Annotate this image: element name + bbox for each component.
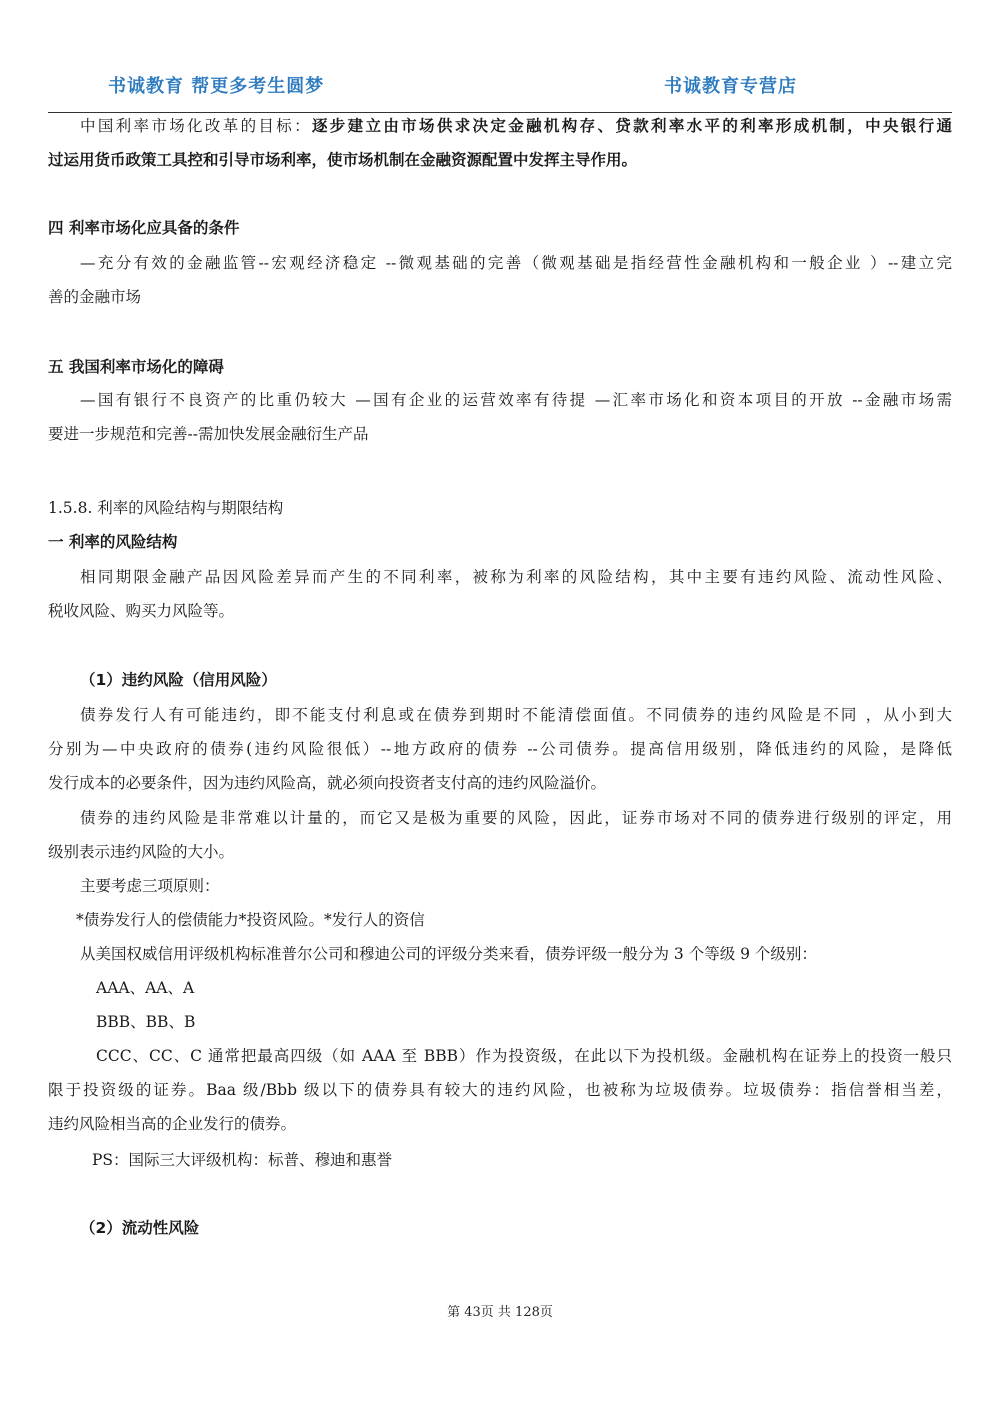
default-risk-p1-line-1: 债券发行人有可能违约，即不能支付利息或在债券到期时不能清偿面值。不同债券的违约风险是不同 ，从小到大 [80, 706, 952, 724]
liquidity-risk-title: （2）流动性风险 [80, 1219, 200, 1237]
risk-structure-line-1: 相同期限金融产品因风险差异而产生的不同利率，被称为利率的风险结构，其中主要有违约风险、流动性风险、 [80, 568, 952, 586]
rating-grade-c-line-1: CCC、CC、C 通常把最高四级（如 AAA 至 BBB）作为投资级，在此以下为投机级。金融机构在证券上的投资一般只 [96, 1047, 952, 1065]
section-4-line-2: 善的金融市场 [48, 288, 142, 306]
principles-list: *债券发行人的偿债能力*投资风险。*发行人的资信 [76, 911, 425, 929]
default-risk-title: （1）违约风险（信用风险） [80, 671, 277, 689]
risk-structure-line-2: 税收风险、购买力风险等。 [48, 602, 235, 620]
section-5-title: 五 我国利率市场化的障碍 [48, 358, 224, 376]
three-principles: 主要考虑三项原则： [80, 877, 220, 895]
default-risk-p1-line-3: 发行成本的必要条件，因为违约风险高，就必须向投资者支付高的违约风险溢价。 [48, 774, 607, 792]
header-right-store: 书诚教育专营店 [664, 76, 797, 97]
rating-grade-c-line-3: 违约风险相当高的企业发行的债券。 [48, 1115, 297, 1133]
goal-emphasis: 逐步建立由市场供求决定金融机构存、贷款利率水平的利率形成机制，中央银行通 [311, 116, 952, 135]
section-5-line-2: 要进一步规范和完善--需加快发展金融衍生产品 [48, 425, 369, 443]
section-4-title: 四 利率市场化应具备的条件 [48, 219, 240, 237]
risk-structure-title: 一 利率的风险结构 [48, 533, 178, 551]
goal-line-1 [48, 114, 952, 138]
goal-label: 中国利率市场化改革的目标： [80, 117, 312, 135]
header-rule [48, 112, 952, 113]
rating-intro: 从美国权威信用评级机构标准普尔公司和穆迪公司的评级分类来看，债券评级一般分为 3 个等级 9 个级别： [80, 945, 817, 963]
default-risk-p1-line-2: 分别为—中央政府的债券(违约风险很低）--地方政府的债券 --公司债券。提高信用级别，降低违约的风险，是降低 [48, 740, 952, 758]
default-risk-p2-line-2: 级别表示违约风险的大小。 [48, 843, 235, 861]
default-risk-p2-line-1: 债券的违约风险是非常难以计量的，而它又是极为重要的风险，因此，证券市场对不同的债券进行级别的评定，用 [80, 809, 952, 827]
section-4-line-1: —充分有效的金融监管--宏观经济稳定 --微观基础的完善（微观基础是指经营性金融机构和一般企业 ）--建立完 [80, 254, 952, 272]
goal-line-2: 过运用货币政策工具控和引导市场利率，使市场机制在金融资源配置中发挥主导作用。 [48, 150, 638, 169]
rating-grade-a: AAA、AA、A [96, 979, 195, 997]
section-1-5-8-title: 1.5.8. 利率的风险结构与期限结构 [48, 499, 284, 517]
section-5-line-1: —国有银行不良资产的比重仍较大 —国有企业的运营效率有待提 —汇率市场化和资本项目的开放 --金融市场需 [80, 391, 952, 409]
rating-grade-c-line-2: 限于投资级的证券。Baa 级/Bbb 级以下的债券具有较大的违约风险，也被称为垃圾债券。垃圾债券：指信誉相当差， [48, 1081, 952, 1099]
ps-note: PS：国际三大评级机构：标普、穆迪和惠誉 [92, 1151, 393, 1169]
header-left-brand: 书诚教育 帮更多考生圆梦 [108, 76, 325, 97]
rating-grade-b: BBB、BB、B [96, 1013, 196, 1031]
page-number: 第 43页 共 128页 [447, 1305, 553, 1320]
